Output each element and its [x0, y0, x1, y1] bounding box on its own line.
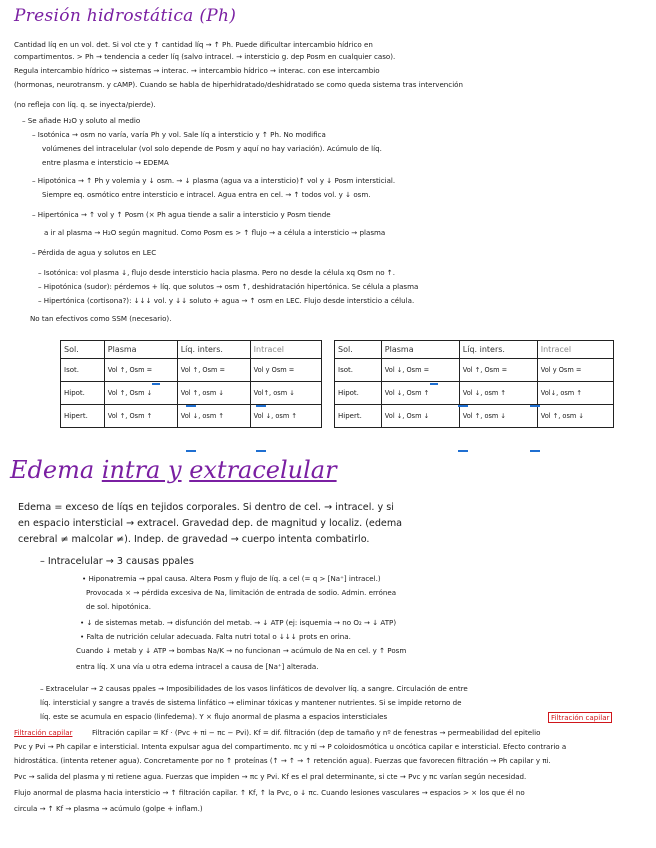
- table-cell: Isot.: [335, 359, 382, 382]
- text-line: circula → ↑ Kf → plasma → acúmulo (golpe + inflam.): [14, 804, 203, 813]
- text-line: volúmenes del intracelular (vol solo depende de Posm y aquí no hay variación). Acúmulo de líq.: [42, 144, 382, 153]
- table-cell: Hipert.: [61, 405, 105, 428]
- table-cell: Vol ↓, Osm ↓: [381, 405, 459, 428]
- text-line: – Hipertónica (cortisona?): ↓↓↓ vol. y ↓↓ soluto + agua → ↑ osm en LEC. Flujo desde intersticio a célula.: [38, 296, 415, 305]
- table-cell: Vol ↑, Osm =: [459, 359, 537, 382]
- text-line: • ↓ de sistemas metab. → disfunción del metab. → ↓ ATP (ej: isquemia → no O₂ → ↓ ATP): [80, 618, 397, 627]
- flow-arrow-icon: [530, 450, 540, 452]
- table-cell: Vol ↑, osm ↓: [177, 382, 250, 405]
- title-word: extracelular: [189, 456, 337, 484]
- table-cell: Vol ↑, osm ↓: [459, 405, 537, 428]
- table-cell: Hipot.: [335, 382, 382, 405]
- table-cell: Vol↑, osm ↓: [250, 382, 321, 405]
- table-cell: Vol ↓, Osm ↑: [381, 382, 459, 405]
- table-row: [335, 382, 614, 405]
- table-cell: Vol y Osm =: [250, 359, 321, 382]
- table-row: [61, 359, 322, 382]
- text-line: compartimentos. > Ph → tendencia a ceder líq (salvo intracel. → intersticio g. dep Posm en cualquier caso).: [14, 52, 396, 61]
- flow-arrow-icon: [256, 450, 266, 452]
- table-cell: Hipert.: [335, 405, 382, 428]
- text-line: – Hipotónica (sudor): pérdemos + líq. que solutos → osm ↑, deshidratación hipertónica. Se célula a plasma: [38, 282, 419, 291]
- text-line: Cantidad líq en un vol. det. Si vol cte y ↑ cantidad líq → ↑ Ph. Puede dificultar intercambio hídrico en: [14, 40, 373, 49]
- text-line: Pvc y Pvi → Ph capilar e intersticial. Intenta expulsar agua del compartimento. πc y πi → P coloidosmótica u oncótica capilar e intersticial. Efecto contrario a: [14, 742, 567, 751]
- text-line: entra líq. X una vía u otra edema intracel a causa de [Na⁺] alterada.: [76, 662, 319, 671]
- text-line: Edema = exceso de líqs en tejidos corporales. Si dentro de cel. → intracel. y si: [18, 502, 394, 513]
- table-cell: Vol ↓, osm ↑: [177, 405, 250, 428]
- table-header: Líq. inters.: [459, 341, 537, 359]
- text-line: de sol. hipotónica.: [86, 602, 152, 611]
- table-loss-fluids: [334, 340, 614, 428]
- text-line: • Falta de nutrición celular adecuada. Falta nutri total o ↓↓↓ prots en orina.: [80, 632, 351, 641]
- flow-arrow-icon: [186, 450, 196, 452]
- text-line: Filtración capilar = Kf · (Pvc + πi − πc − Pvi). Kf = dif. filtración (dep de tamaño y nº de fenestras → permeabilidad del epitelio: [92, 728, 541, 737]
- text-line: – Extracelular → 2 causas ppales → Imposibilidades de los vasos linfáticos de devolver líq. a sangre. Circulación de entre: [40, 684, 468, 693]
- text-line-filtracion: [14, 728, 72, 737]
- text-line: • Hiponatremia → ppal causa. Altera Posm y flujo de líq. a cel (= q > [Na⁺] intracel.): [82, 574, 381, 583]
- table-gain-fluids: [60, 340, 322, 428]
- text-line: Flujo anormal de plasma hacia intersticio → ↑ filtración capilar. ↑ Kf, ↑ la Pvc, o ↓ πc. Cuando lesiones vasculares → espacios > × los que él no: [14, 788, 525, 797]
- table-row: [61, 382, 322, 405]
- flow-arrow-icon: [152, 383, 160, 385]
- text-line: líq. intersticial y sangre a través de sistema linfático → eliminar tóxicas y mantener nutrientes. Si se impide retorno de: [40, 698, 462, 707]
- table-header: Plasma: [104, 341, 177, 359]
- table-cell: Vol ↑, Osm ↑: [104, 405, 177, 428]
- table-header-row: [61, 341, 322, 359]
- table-cell: Isot.: [61, 359, 105, 382]
- table-cell: Vol ↑, Osm =: [177, 359, 250, 382]
- table-header: Sol.: [61, 341, 105, 359]
- text-line: – Isotónica → osm no varía, varía Ph y vol. Sale líq a intersticio y ↑ Ph. No modifica: [32, 130, 326, 139]
- table-row: [335, 359, 614, 382]
- table-cell: Vol ↑, Osm ↓: [104, 382, 177, 405]
- text-line: a ir al plasma → H₂O según magnitud. Como Posm es > ↑ flujo → a célula a intersticio → plasma: [44, 228, 386, 237]
- text-line: No tan efectivos como SSM (necesario).: [30, 314, 172, 323]
- table-cell: Vol ↑, osm ↓: [537, 405, 613, 428]
- text-line: Siempre eq. osmótico entre intersticio e intracel. Agua entra en cel. → ↑ todos vol. y ↓ osm.: [42, 190, 371, 199]
- text-line: – Hipertónica → ↑ vol y ↑ Posm (× Ph agua tiende a salir a intersticio y Posm tiende: [32, 210, 331, 219]
- text-line: – Pérdida de agua y solutos en LEC: [32, 248, 157, 257]
- section-title-edema: [10, 456, 337, 484]
- table-cell: Vol ↓, osm ↑: [459, 382, 537, 405]
- table-header: Intracel: [537, 341, 613, 359]
- table-cell: Vol↓, osm ↑: [537, 382, 613, 405]
- text-line: hidrostática. (intenta retener agua). Concretamente por no ↑ proteínas (↑ → ↑ → ↑ retención agua). Fuerzas que favorecen filtración → Ph capilar y πi.: [14, 756, 551, 765]
- text-line: Pvc → salida del plasma y πi retiene agua. Fuerzas que impiden → πc y Pvi. Kf es el pral determinante, si cte → Pvc y πc varían según necesidad.: [14, 772, 527, 781]
- text-line: – Isotónica: vol plasma ↓, flujo desde intersticio hacia plasma. Pero no desde la célula xq Osm no ↑.: [38, 268, 396, 277]
- table-header-row: [335, 341, 614, 359]
- text-line: – Hipotónica → ↑ Ph y volemia y ↓ osm. → ↓ plasma (agua va a intersticio)↑ vol y ↓ Posm intersticial.: [32, 176, 396, 185]
- text-line: – Intracelular → 3 causas ppales: [40, 556, 194, 567]
- highlight-filtracion-capilar-box: Filtración capilar: [548, 712, 612, 723]
- flow-arrow-icon: [256, 405, 266, 407]
- table-header: Intracel: [250, 341, 321, 359]
- table-cell: Vol ↑, Osm =: [104, 359, 177, 382]
- section-title-presion-hidrostatica: Presión hidrostática (Ph): [14, 6, 237, 26]
- table-row: [335, 405, 614, 428]
- title-word: Edema: [10, 456, 95, 484]
- table-header: Plasma: [381, 341, 459, 359]
- flow-arrow-icon: [530, 405, 540, 407]
- text-line: (hormonas, neurotransm. y cAMP). Cuando se habla de hiperhidratado/deshidratado se como queda sistema tras intervención: [14, 80, 464, 89]
- flow-arrow-icon: [186, 405, 196, 407]
- text-line: (no refleja con líq. q. se inyecta/pierde).: [14, 100, 156, 109]
- table-row: [61, 405, 322, 428]
- title-word: intra y: [101, 456, 182, 484]
- text-line: Regula intercambio hídrico → sistemas → interac. → intercambio hídrico → interac. con ese intercambio: [14, 66, 380, 75]
- flow-arrow-icon: [458, 405, 468, 407]
- table-cell: Vol y Osm =: [537, 359, 613, 382]
- highlight-filtracion-capilar: Filtración capilar: [14, 728, 73, 737]
- text-line: cerebral ≠ malcolar ≠). Indep. de gravedad → cuerpo intenta combatirlo.: [18, 534, 370, 545]
- flow-arrow-icon: [430, 383, 438, 385]
- text-line: líq. este se acumula en espacio (linfedema). Y × flujo anormal de plasma a espacios intersticiales: [40, 712, 388, 721]
- text-line: Cuando ↓ metab y ↓ ATP → bombas Na/K → no funcionan → acúmulo de Na en cel. y ↑ Posm: [76, 646, 407, 655]
- table-cell: Hipot.: [61, 382, 105, 405]
- table-cell: Vol ↓, Osm =: [381, 359, 459, 382]
- text-line: – Se añade H₂O y soluto al medio: [22, 116, 141, 125]
- text-line: Provocada × → pérdida excesiva de Na, limitación de entrada de sodio. Admin. errónea: [86, 588, 397, 597]
- text-line: entre plasma e intersticio → EDEMA: [42, 158, 169, 167]
- table-header: Sol.: [335, 341, 382, 359]
- table-cell: Vol ↓, osm ↑: [250, 405, 321, 428]
- flow-arrow-icon: [458, 450, 468, 452]
- table-header: Líq. inters.: [177, 341, 250, 359]
- text-line: en espacio intersticial → extracel. Gravedad dep. de magnitud y localiz. (edema: [18, 518, 403, 529]
